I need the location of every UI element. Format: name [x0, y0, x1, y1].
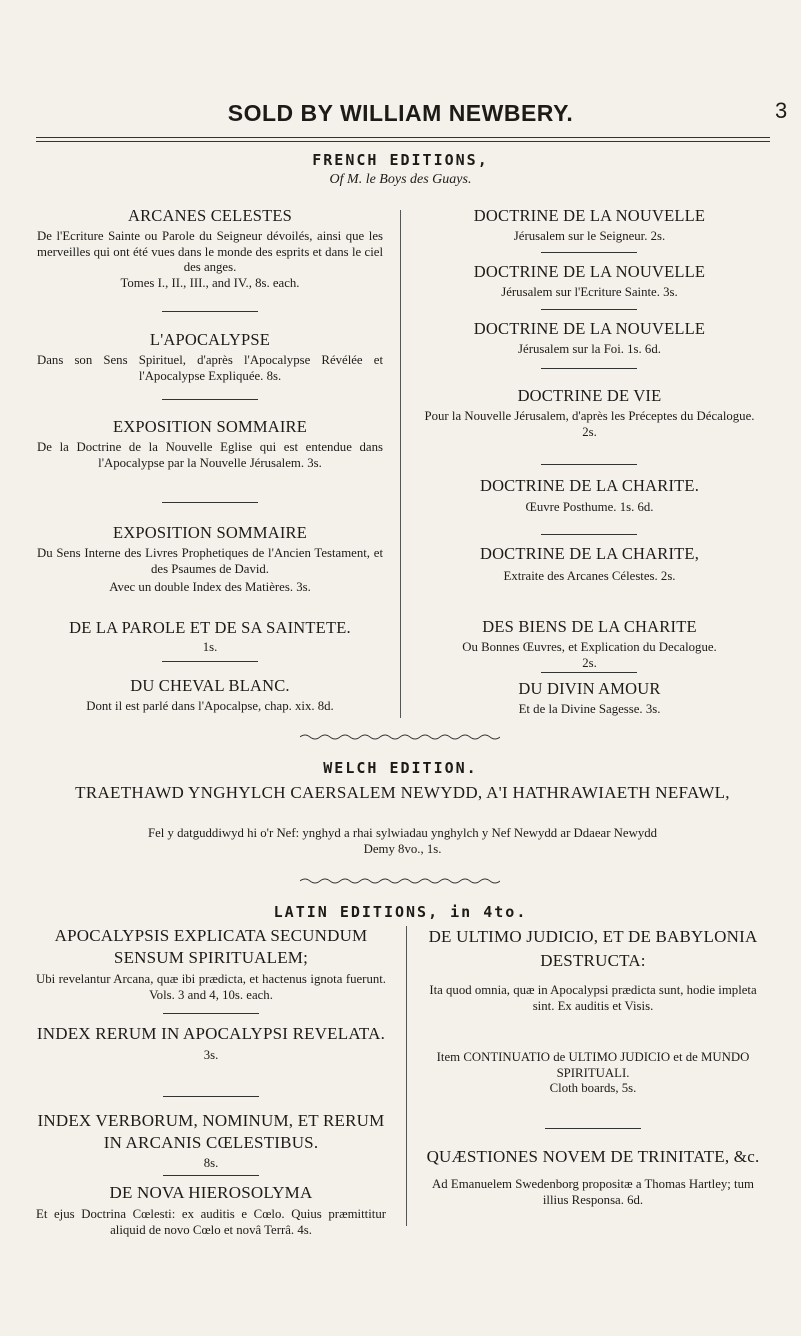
- entry-doctrine-de-vie: [417, 385, 762, 440]
- separator: [162, 661, 258, 662]
- header-rule: [36, 137, 770, 138]
- entry-price: 3s.: [203, 1048, 219, 1062]
- entry-price: Cloth boards, 5s.: [549, 1081, 637, 1095]
- entry-de-nova-hierosolyma: [36, 1182, 386, 1238]
- separator: [541, 672, 637, 673]
- separator: [162, 399, 258, 400]
- entry-body: Ou Bonnes Œuvres, et Explication du Decalogue.: [462, 640, 717, 654]
- welch-price: Demy 8vo., 1s.: [363, 842, 442, 856]
- welch-body: Fel y datguddiwyd hi o'r Nef: ynghyd a rhai sylwiadau ynghylch y Nef Newydd ar Ddaear Newydd: [147, 826, 658, 840]
- entry-doctrine-charite-1: [417, 475, 762, 516]
- entry-index-verborum: [36, 1110, 386, 1172]
- entry-index-rerum: [36, 1023, 386, 1064]
- entry-title: INDEX RERUM IN APOCALYPSI REVELATA.: [36, 1024, 386, 1043]
- french-section-title: FRENCH EDITIONS,: [312, 151, 489, 169]
- entry-body: Item CONTINUATIO de ULTIMO JUDICIO et de MUNDO SPIRITUALI.: [436, 1050, 750, 1080]
- page-number: 3: [775, 98, 788, 123]
- entry-title: DE ULTIMO JUDICIO, ET DE BABYLONIA DESTRUCTA:: [428, 927, 758, 970]
- entry-title: DOCTRINE DE LA NOUVELLE: [473, 206, 706, 225]
- entry-body: Du Sens Interne des Livres Prophetiques de l'Ancien Testament, et des Psaumes de David.: [37, 546, 383, 576]
- entry-title: EXPOSITION SOMMAIRE: [112, 417, 308, 436]
- entry-exposition-sommaire-2: [37, 522, 383, 596]
- entry-title: DOCTRINE DE VIE: [517, 386, 662, 405]
- entry-continuatio: [418, 1047, 768, 1097]
- entry-de-la-parole: [37, 617, 383, 656]
- entry-title: DU CHEVAL BLANC.: [130, 676, 290, 695]
- entry-doctrine-nouvelle-seigneur: [417, 205, 762, 245]
- entry-biens-charite: [417, 616, 762, 671]
- entry-body: Œuvre Posthume. 1s. 6d.: [525, 500, 654, 514]
- entry-title: DE NOVA HIEROSOLYMA: [109, 1183, 313, 1202]
- column-divider: [400, 210, 401, 718]
- entry-title: DE LA PAROLE ET DE SA SAINTETE.: [69, 618, 351, 637]
- separator: [545, 1128, 641, 1129]
- column-divider: [406, 926, 407, 1226]
- separator: [163, 1096, 259, 1097]
- entry-title: APOCALYPSIS EXPLICATA SECUNDUM SENSUM SPIRITUALEM;: [54, 926, 368, 967]
- entry-body: De l'Ecriture Sainte ou Parole du Seigneur dévoilés, ainsi que les merveilles qui ont été vues dans le monde des esprits et dans le ciel des anges.: [37, 229, 383, 274]
- separator: [162, 502, 258, 503]
- entry-apocalypse: [37, 329, 383, 384]
- entry-body: Ita quod omnia, quæ in Apocalypsi prædicta sunt, hodie impleta sint. Ex auditis et Visis.: [429, 983, 757, 1013]
- entry-body: Extraite des Arcanes Célestes. 2s.: [503, 569, 676, 583]
- entry-de-ultimo-judicio: [418, 925, 768, 1014]
- entry-title: DOCTRINE DE LA NOUVELLE: [473, 319, 706, 338]
- entry-price: 2s.: [582, 655, 597, 670]
- separator: [162, 311, 258, 312]
- separator: [541, 252, 637, 253]
- entry-title: INDEX VERBORUM, NOMINUM, ET RERUM IN ARCANIS CŒLESTIBUS.: [37, 1111, 385, 1152]
- entry-doctrine-nouvelle-foi: [417, 318, 762, 358]
- entry-price: 8s.: [203, 1156, 219, 1170]
- separator: [541, 464, 637, 465]
- entry-title: ARCANES CELESTES: [127, 206, 293, 225]
- entry-body: Jérusalem sur le Seigneur. 2s.: [513, 229, 666, 243]
- entry-title: DOCTRINE DE LA NOUVELLE: [473, 262, 706, 281]
- entry-body: Jérusalem sur la Foi. 1s. 6d.: [518, 342, 661, 356]
- latin-section-title: LATIN EDITIONS, in 4to.: [273, 903, 528, 921]
- entry-price: Avec un double Index des Matières. 3s.: [109, 580, 311, 594]
- entry-title: DOCTRINE DE LA CHARITE,: [479, 544, 700, 563]
- french-subtitle: Of M. le Boys des Guays.: [329, 172, 472, 187]
- entry-du-cheval-blanc: [37, 675, 383, 715]
- entry-title: EXPOSITION SOMMAIRE: [112, 523, 308, 542]
- wavy-ornament: [300, 733, 500, 741]
- separator: [163, 1013, 259, 1014]
- entry-price: 1s.: [202, 640, 218, 654]
- entry-title: DOCTRINE DE LA CHARITE.: [479, 476, 700, 495]
- entry-body: Et de la Divine Sagesse. 3s.: [518, 702, 661, 716]
- entry-doctrine-charite-2: [417, 543, 762, 585]
- entry-body: De la Doctrine de la Nouvelle Eglise qui est entendue dans l'Apocalypse par la Nouvelle Jérusalem. 3s.: [37, 440, 383, 470]
- entry-body: Jérusalem sur l'Ecriture Sainte. 3s.: [501, 285, 678, 299]
- entry-body: Et ejus Doctrina Cœlesti: ex auditis e Cœlo. Quius præmittitur aliquid de novo Cœlo et novâ Terrâ. 4s.: [36, 1207, 386, 1237]
- separator: [541, 534, 637, 535]
- wavy-ornament: [300, 877, 500, 885]
- welch-section-title: WELCH EDITION.: [323, 759, 478, 777]
- entry-arcanes-celestes: [37, 205, 383, 291]
- entry-body: Ad Emanuelem Swedenborg propositæ a Thomas Hartley; tum illius Responsa. 6d.: [432, 1177, 754, 1207]
- entry-body: Dont il est parlé dans l'Apocalpse, chap. xix. 8d.: [86, 699, 334, 713]
- running-header: SOLD BY WILLIAM NEWBERY.: [227, 100, 574, 126]
- separator: [541, 309, 637, 310]
- entry-doctrine-nouvelle-ecriture: [417, 261, 762, 301]
- entry-title: L'APOCALYPSE: [149, 330, 271, 349]
- entry-exposition-sommaire-1: [37, 416, 383, 471]
- entry-divin-amour: [417, 678, 762, 718]
- entry-title: DES BIENS DE LA CHARITE: [482, 617, 697, 636]
- welch-title: TRAETHAWD YNGHYLCH CAERSALEM NEWYDD, A'I HATHRAWIAETH NEFAWL,: [75, 783, 730, 802]
- entry-apocalypsis-explicata: [36, 925, 386, 1003]
- entry-body: Dans son Sens Spirituel, d'après l'Apocalypse Révélée et l'Apocalypse Expliquée. 8s.: [37, 353, 383, 383]
- header-rule-2: [36, 141, 770, 142]
- entry-body: Ubi revelantur Arcana, quæ ibi prædicta, et hactenus ignota fuerunt. Vols. 3 and 4, 10s. each.: [36, 972, 386, 1002]
- entry-quaestiones: [418, 1145, 768, 1208]
- entry-title: DU DIVIN AMOUR: [518, 679, 661, 698]
- separator: [541, 368, 637, 369]
- entry-title: QUÆSTIONES NOVEM DE TRINITATE, &c.: [426, 1147, 760, 1166]
- entry-price: Tomes I., II., III., and IV., 8s. each.: [120, 275, 300, 290]
- entry-body: Pour la Nouvelle Jérusalem, d'après les Préceptes du Décalogue. 2s.: [424, 409, 755, 439]
- separator: [163, 1175, 259, 1176]
